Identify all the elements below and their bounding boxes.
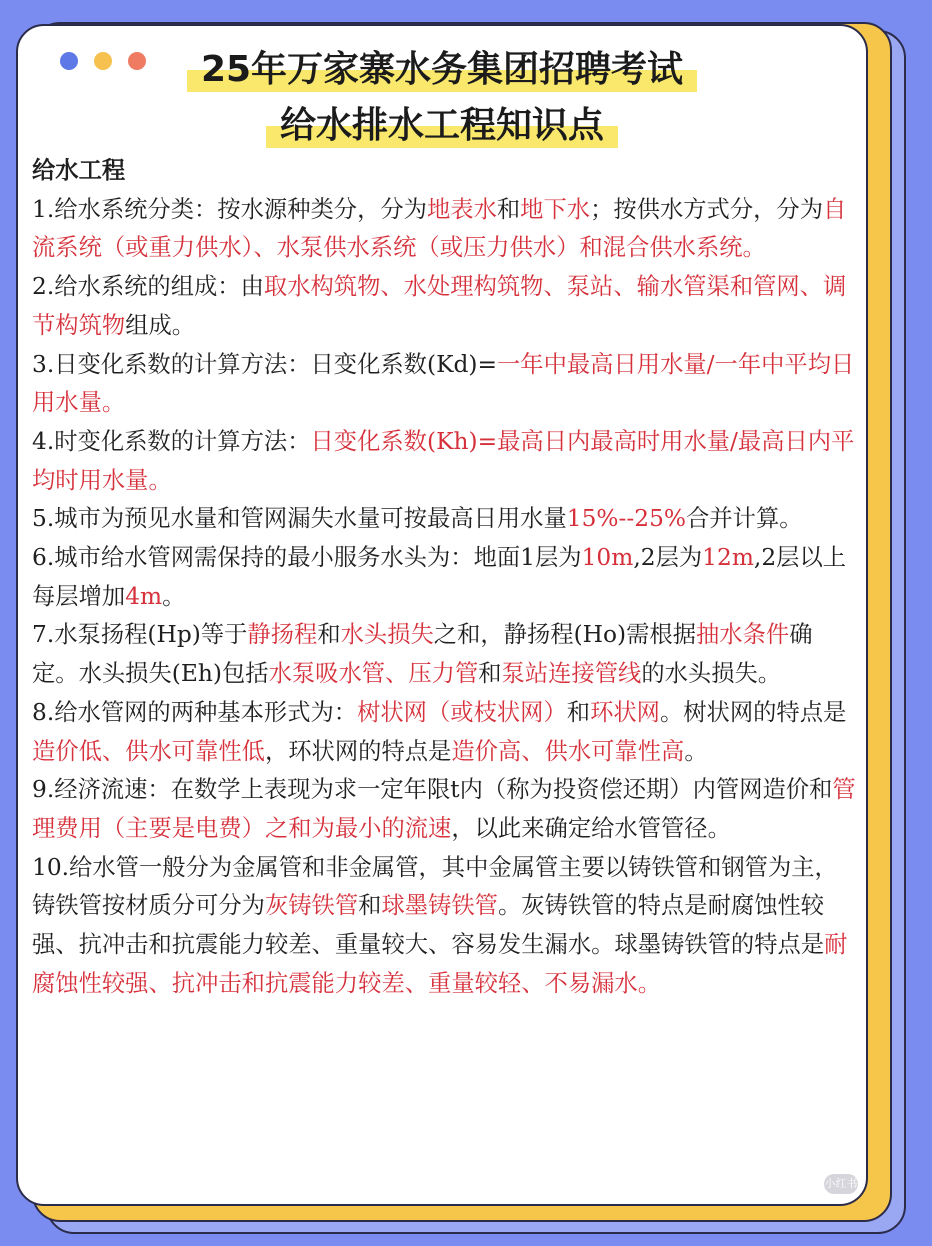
- highlight-text: 水泵吸水管、压力管: [268, 660, 479, 688]
- content-body: [32, 152, 856, 1003]
- body-text: ，环状网的特点是: [264, 737, 452, 765]
- title-line-1-wrap: [18, 46, 866, 92]
- body-text: 的水头损失。: [641, 660, 782, 688]
- body-text: 8.给水管网的两种基本形式为：: [32, 698, 358, 726]
- body-text: 。树状网的特点是: [659, 698, 847, 726]
- highlight-text: 一年中最高日用水量/一年中平均日用水量。: [32, 350, 855, 417]
- highlight-text: 4m: [125, 582, 163, 610]
- body-text: 组成。: [125, 311, 196, 339]
- knowledge-item: [32, 849, 856, 1004]
- knowledge-item: [32, 191, 856, 268]
- body-text: ，以此来确定给水管管径。: [451, 814, 731, 842]
- body-text: ,2层以上每层增加: [32, 544, 847, 610]
- highlight-text: 地下水: [520, 195, 591, 223]
- highlight-text: 泵站连接管线: [501, 660, 642, 688]
- body-text: 和: [358, 892, 382, 920]
- knowledge-item: [32, 346, 856, 423]
- body-text: 。: [162, 582, 186, 610]
- knowledge-item: [32, 616, 856, 693]
- highlight-text: 造价高、供水可靠性高: [451, 737, 685, 765]
- highlight-text: 造价低、供水可靠性低: [32, 737, 265, 765]
- body-text: 7.水泵扬程(Hp)等于: [32, 621, 248, 649]
- highlight-text: 环状网: [590, 698, 660, 726]
- body-text: 5.城市为预见水量和管网漏失水量可按最高日用水量: [32, 505, 567, 533]
- highlight-text: 取水构筑物、水处理构筑物、泵站、输水管渠和管网、调节构筑物: [32, 273, 847, 339]
- highlight-text: 10m: [581, 544, 634, 572]
- highlight-text: 管理费用（主要是电费）之和为最小的流速: [32, 776, 856, 842]
- highlight-text: 球墨铸铁管: [381, 892, 498, 920]
- knowledge-item: [32, 539, 856, 616]
- body-text: 确定。水头损失(Eh)包括: [32, 621, 813, 688]
- highlight-text: 15%--25%: [566, 505, 687, 533]
- highlight-text: 静扬程: [247, 621, 318, 649]
- page-subtitle: 给水排水工程知识点: [266, 102, 618, 148]
- section-heading: 给水工程: [32, 157, 126, 184]
- highlight-text: 地表水: [426, 195, 497, 223]
- body-text: 和: [478, 660, 502, 688]
- page-title: 25年万家寨水务集团招聘考试: [187, 46, 697, 92]
- body-text: 9.经济流速：在数学上表现为求一定年限t内（称为投资偿还期）内管网造价和: [32, 776, 833, 804]
- highlight-text: 抽水条件: [696, 621, 790, 649]
- body-text: 1.给水系统分类：按水源种类分，分为: [32, 195, 427, 223]
- knowledge-list: [32, 191, 856, 1004]
- body-text: 。: [684, 737, 708, 765]
- knowledge-item: [32, 268, 856, 345]
- body-text: ；按供水方式分，分为: [590, 195, 824, 223]
- knowledge-item: [32, 694, 856, 771]
- highlight-text: 树状网（或枝状网）: [357, 698, 567, 726]
- body-text: 3.日变化系数的计算方法：日变化系数(Kd)=: [32, 350, 497, 378]
- body-text: 2.给水系统的组成：由: [32, 273, 264, 301]
- highlight-text: 自流系统（或重力供水）、水泵供水系统（或压力供水）和混合供水系统。: [32, 195, 847, 262]
- body-text: 10.给水管一般分为金属管和非金属管，其中金属管主要以铸铁管和钢管为主，铸铁管按材质分可分为: [32, 853, 838, 920]
- body-text: 。灰铸铁管的特点是耐腐蚀性较强、抗冲击和抗震能力较差、重量较大、容易发生漏水。球墨铸铁管的特点是: [32, 892, 825, 959]
- body-text: 和: [566, 698, 591, 726]
- body-text: 和: [317, 621, 341, 649]
- highlight-text: 耐腐蚀性较强、抗冲击和抗震能力较差、重量较轻、不易漏水。: [32, 931, 848, 997]
- knowledge-item: [32, 423, 856, 500]
- content-card: [16, 24, 868, 1206]
- body-text: ,2层为: [633, 544, 703, 572]
- knowledge-item: [32, 500, 856, 539]
- highlight-text: 灰铸铁管: [264, 892, 359, 920]
- highlight-text: 日变化系数(Kh)=最高日内最高时用水量/最高日内平均时用水量。: [32, 427, 855, 494]
- body-text: 和: [496, 195, 521, 223]
- knowledge-item: [32, 771, 856, 848]
- body-text: 合并计算。: [686, 505, 803, 533]
- highlight-text: 水头损失: [340, 621, 434, 649]
- highlight-text: 12m: [702, 544, 754, 572]
- body-text: 4.时变化系数的计算方法：: [32, 427, 311, 455]
- body-text: 之和，静扬程(Ho)需根据: [433, 621, 696, 649]
- body-text: 6.城市给水管网需保持的最小服务水头为：地面1层为: [32, 544, 582, 572]
- title-line-2-wrap: [18, 102, 866, 148]
- watermark-logo: 小红书: [824, 1174, 858, 1194]
